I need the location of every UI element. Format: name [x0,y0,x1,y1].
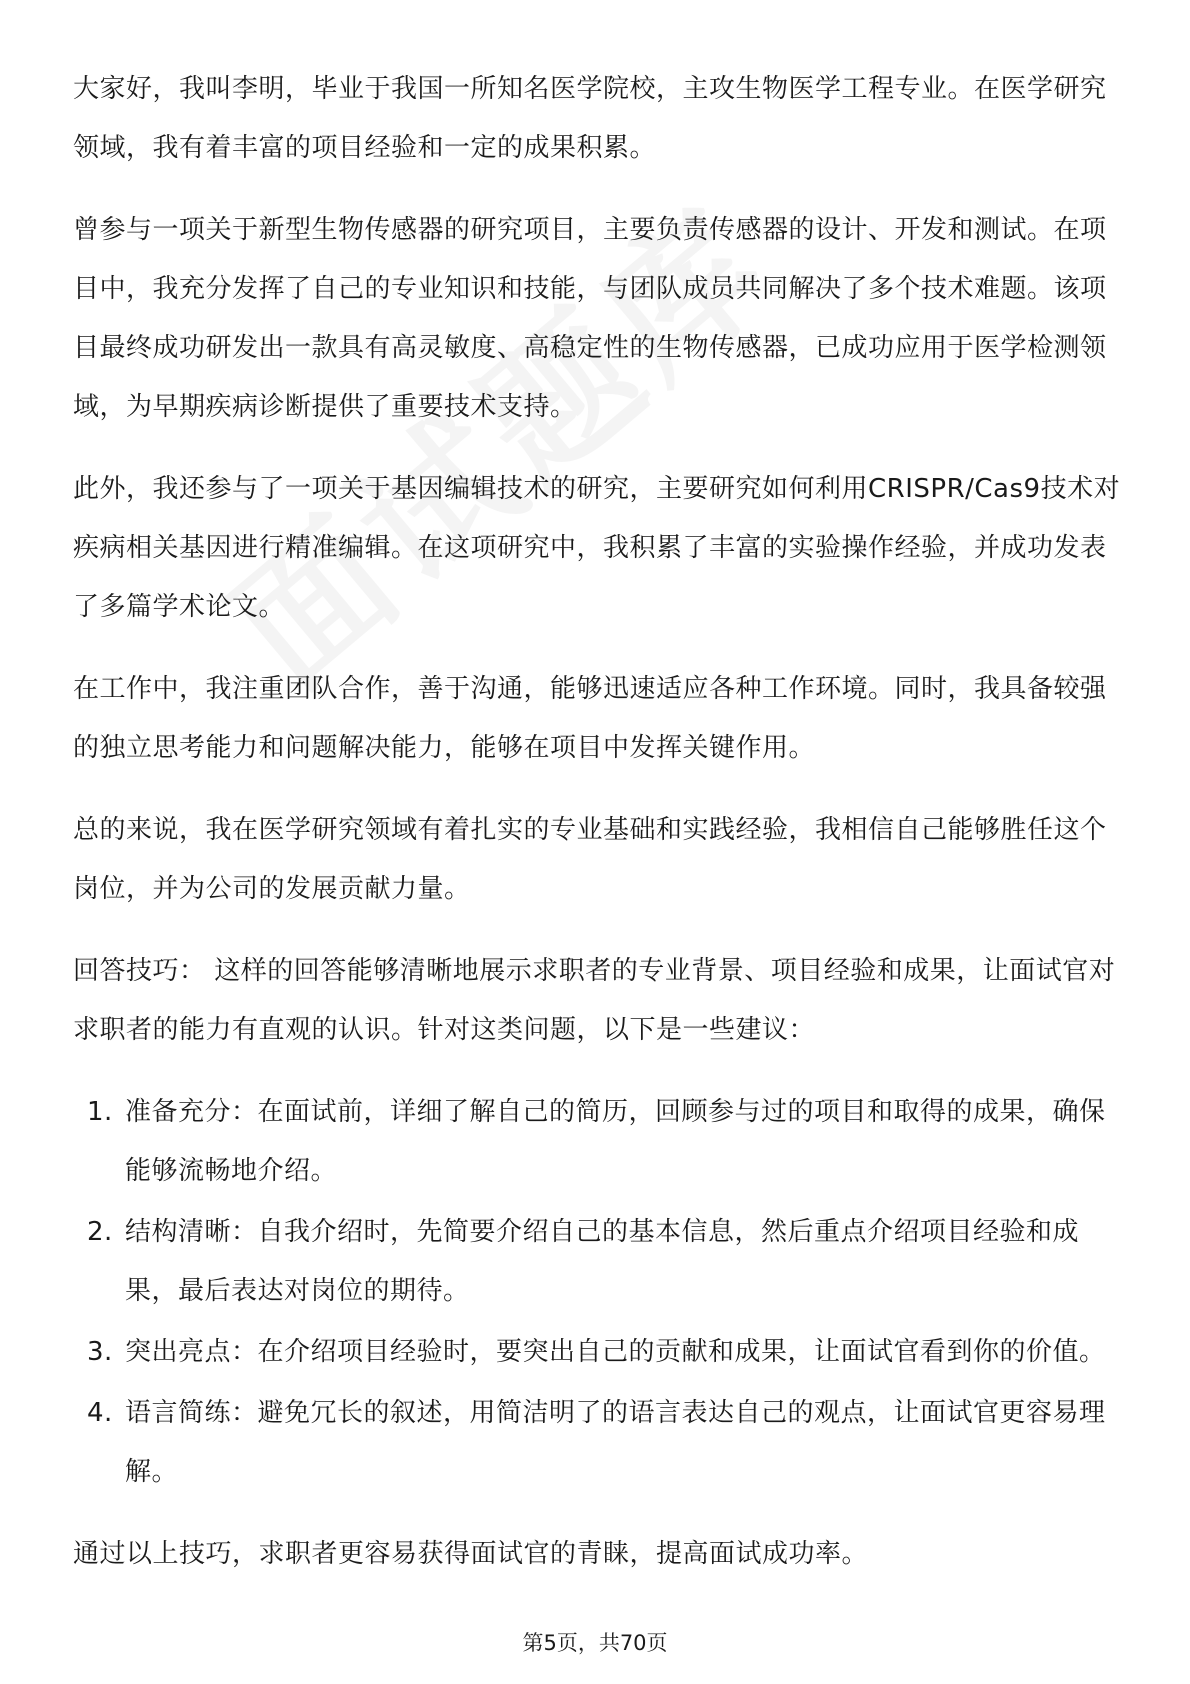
paragraph-gene-editing: 此外，我还参与了一项关于基因编辑技术的研究，主要研究如何利用CRISPR/Cas9技术对疾病相关基因进行精准编辑。在这项研究中，我积累了丰富的实验操作经验，并成功发表了多篇学术论文。 [73,474,1121,622]
paragraph-summary: 总的来说，我在医学研究领域有着扎实的专业基础和实践经验，我相信自己能够胜任这个岗位，并为公司的发展贡献力量。 [73,815,1107,904]
list-item-number: 1. [87,1097,113,1127]
list-item-number: 2. [87,1217,113,1247]
document-body [73,60,1123,1584]
paragraph-intro: 大家好，我叫李明，毕业于我国一所知名医学院校，主攻生物医学工程专业。在医学研究领域，我有着丰富的项目经验和一定的成果积累。 [73,74,1107,163]
list-item-text: 准备充分：在面试前，详细了解自己的简历，回顾参与过的项目和取得的成果，确保能够流畅地介绍。 [125,1097,1106,1186]
paragraph-closing: 通过以上技巧，求职者更容易获得面试官的青睐，提高面试成功率。 [73,1539,869,1569]
list-item-number: 4. [87,1398,113,1428]
list-item [73,1083,1123,1201]
list-item-text: 语言简练：避免冗长的叙述，用简洁明了的语言表达自己的观点，让面试官更容易理解。 [125,1398,1106,1487]
list-item-text: 结构清晰：自我介绍时，先简要介绍自己的基本信息，然后重点介绍项目经验和成果，最后表达对岗位的期待。 [125,1217,1080,1306]
paragraph-biosensor-project: 曾参与一项关于新型生物传感器的研究项目，主要负责传感器的设计、开发和测试。在项目中，我充分发挥了自己的专业知识和技能，与团队成员共同解决了多个技术难题。该项目最终成功研发出一款具有高灵敏度、高稳定性的生物传感器，已成功应用于医学检测领域，为早期疾病诊断提供了重要技术支持。 [73,215,1107,422]
tips-list [73,1083,1123,1502]
paragraph-teamwork: 在工作中，我注重团队合作，善于沟通，能够迅速适应各种工作环境。同时，我具备较强的独立思考能力和问题解决能力，能够在项目中发挥关键作用。 [73,674,1107,763]
list-item [73,1384,1123,1502]
paragraph-answer-tips: 回答技巧： 这样的回答能够清晰地展示求职者的专业背景、项目经验和成果，让面试官对求职者的能力有直观的认识。针对这类问题，以下是一些建议： [73,956,1116,1045]
list-item [73,1323,1123,1382]
list-item-text: 突出亮点：在介绍项目经验时，要突出自己的贡献和成果，让面试官看到你的价值。 [125,1337,1106,1367]
page-number-footer: 第5页，共70页 [522,1631,668,1655]
list-item [73,1203,1123,1321]
list-item-number: 3. [87,1337,113,1367]
